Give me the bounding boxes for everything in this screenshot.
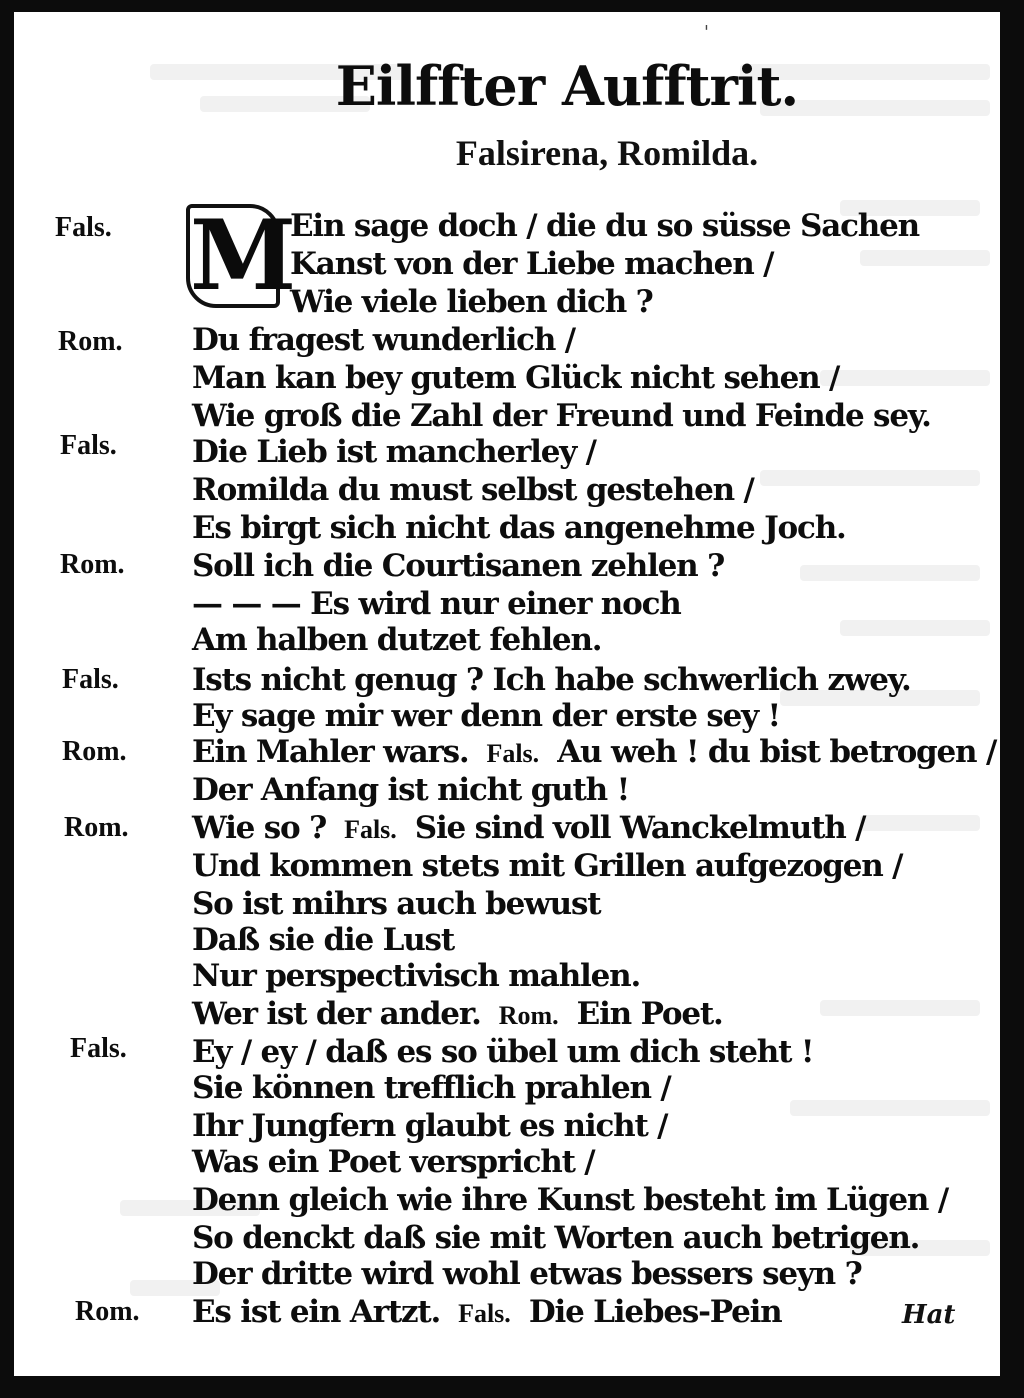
verse-line: Denn gleich wie ihre Kunst besteht im Lügen / <box>192 1182 948 1218</box>
verse-line: Ihr Jungfern glaubt es nicht / <box>192 1108 668 1144</box>
verse-line: — — — Es wird nur einer noch <box>192 586 681 622</box>
verse-line: Romilda du must selbst gestehen / <box>192 472 754 508</box>
decorated-initial: M <box>186 204 280 308</box>
verse-line: Die Lieb ist mancherley / <box>192 434 596 470</box>
catchword: Hat <box>902 1300 956 1330</box>
verse-line: So denckt daß sie mit Worten auch betrigen. <box>192 1220 920 1256</box>
scan-border-left <box>0 0 14 1398</box>
verse-line <box>192 734 996 770</box>
verse-line: Ey sage mir wer denn der erste sey ! <box>192 698 780 734</box>
verse-line: Wie viele lieben dich ? <box>290 284 653 320</box>
verse-line: Ists nicht genug ? Ich habe schwerlich zwey. <box>192 662 911 698</box>
verse-text: Die Liebes-Pein <box>528 1294 782 1330</box>
speaker-label: Fals. <box>62 664 119 695</box>
verse-text: Ein Mahler wars. <box>192 734 469 770</box>
verse-line: Und kommen stets mit Grillen aufgezogen / <box>192 848 903 884</box>
scan-border-bottom <box>0 1376 1024 1398</box>
page-mark: ' <box>704 22 709 43</box>
verse-line: Wie groß die Zahl der Freund und Feinde sey. <box>192 398 931 434</box>
verse-text: Es ist ein Artzt. <box>192 1294 441 1330</box>
inline-speaker-label: Rom. <box>498 1001 559 1030</box>
inline-speaker-label: Fals. <box>486 739 540 768</box>
speaker-label: Rom. <box>60 549 125 580</box>
speaker-label: Fals. <box>55 212 112 243</box>
verse-line: Du fragest wunderlich / <box>192 322 575 358</box>
verse-line: Soll ich die Courtisanen zehlen ? <box>192 548 725 584</box>
verse-line <box>192 996 723 1032</box>
verse-line: Der Anfang ist nicht guth ! <box>192 772 630 808</box>
verse-line <box>192 810 865 846</box>
verse-line: Kanst von der Liebe machen / <box>290 246 774 282</box>
scene-persons: Falsirena, Romilda. <box>455 133 759 173</box>
inline-speaker-label: Fals. <box>458 1299 511 1328</box>
verse-line: Man kan bey gutem Glück nicht sehen / <box>192 360 840 396</box>
verse-text: Ein Poet. <box>576 996 723 1032</box>
verse-line: Es birgt sich nicht das angenehme Joch. <box>192 510 846 546</box>
verse-line: Was ein Poet verspricht / <box>192 1144 595 1180</box>
verse-line: Am halben dutzet fehlen. <box>192 622 602 658</box>
verse-text: Au weh ! du bist betrogen / <box>557 734 997 770</box>
speaker-label: Fals. <box>70 1033 127 1064</box>
speaker-label: Rom. <box>58 326 123 357</box>
speaker-label: Rom. <box>62 736 127 767</box>
verse-line: Nur perspectivisch mahlen. <box>192 958 641 994</box>
verse-text: Wie so ? <box>192 810 327 846</box>
verse-line <box>192 1294 782 1330</box>
speaker-label: Rom. <box>64 812 129 843</box>
speaker-label: Fals. <box>60 430 117 461</box>
scene-title: Eilffter Aufftrit. <box>335 54 799 118</box>
verse-line: Sie können trefflich prahlen / <box>192 1070 671 1106</box>
verse-line: Ey / ey / daß es so übel um dich steht ! <box>192 1034 814 1070</box>
inline-speaker-label: Fals. <box>344 815 397 844</box>
verse-text: Wer ist der ander. <box>192 996 481 1032</box>
scan-border-right <box>1000 0 1024 1398</box>
scan-border-top <box>0 0 1024 12</box>
verse-line: Ein sage doch / die du so süsse Sachen <box>290 208 919 244</box>
speaker-label: Rom. <box>75 1296 140 1327</box>
verse-line: So ist mihrs auch bewust <box>192 886 601 922</box>
verse-line: Der dritte wird wohl etwas bessers seyn ? <box>192 1256 862 1292</box>
verse-line: Daß sie die Lust <box>192 922 454 958</box>
verse-text: Sie sind voll Wanckelmuth / <box>414 810 866 846</box>
